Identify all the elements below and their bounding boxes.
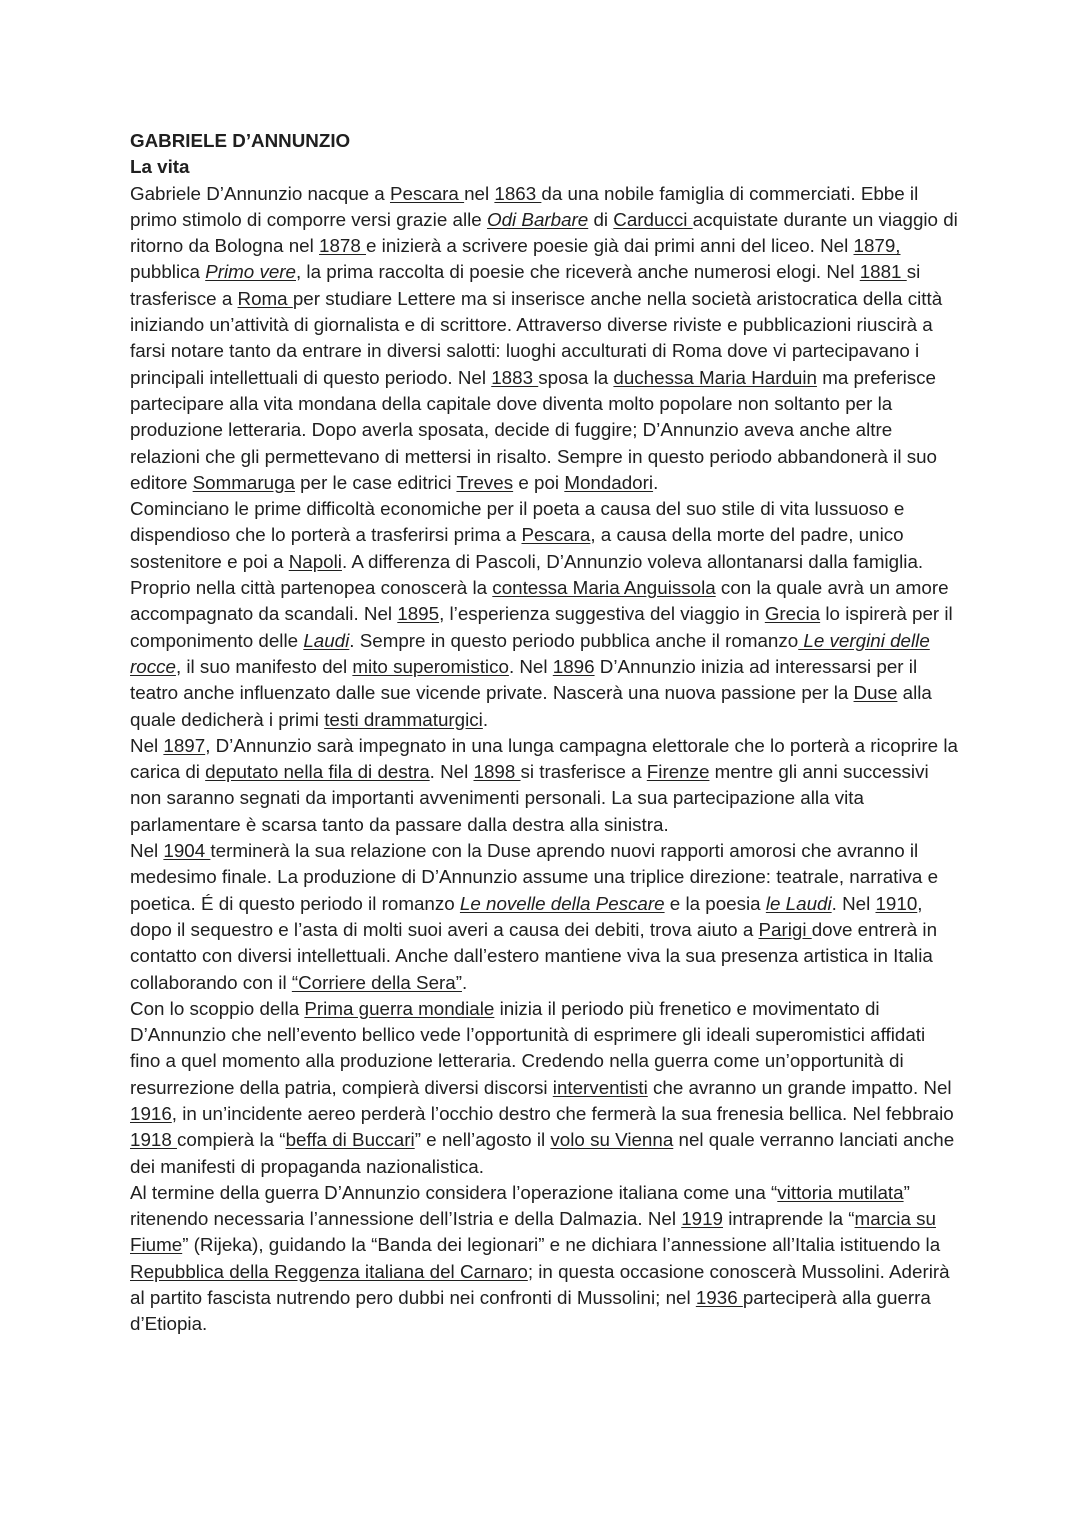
paragraph <box>130 1180 960 1338</box>
underlined-term: beffa di Buccari <box>285 1129 415 1151</box>
text-run: , il suo manifesto del <box>175 655 353 677</box>
underlined-term: Primo vere <box>205 261 296 283</box>
text-run: . <box>482 708 489 730</box>
underlined-term: marcia su Fiume <box>130 1208 936 1256</box>
text-run: . Nel <box>508 655 553 677</box>
document-title: GABRIELE D’ANNUNZIO <box>130 130 351 151</box>
underlined-term: Pescara <box>521 524 591 546</box>
text-run: acquistate durante un viaggio di ritorno da Bologna nel <box>130 208 958 257</box>
document-page <box>130 128 960 1338</box>
underlined-term: Odi Barbare <box>486 208 589 230</box>
text-run: D’Annunzio inizia ad interessarsi per il teatro anche influenzato dalle sue vicende private. Nascerà una nuova passione per la <box>130 655 918 704</box>
text-run: ” e nell’agosto il <box>414 1129 551 1151</box>
underlined-term: Le novelle della Pescare <box>459 892 665 914</box>
text-run: inizia il periodo più frenetico e movimentato di D’Annunzio che nell’evento bellico vede l’opportunità di esprimere gli ideali superomistici affidati fino a quel momento alla produzione letteraria. Credendo nella guerra come un’opportunità di resurrezione della patria, compierà diversi discorsi <box>130 997 926 1098</box>
underlined-term: mito superomistico <box>352 655 509 677</box>
underlined-term: 1916 <box>130 1102 172 1124</box>
underlined-term: 1883 <box>491 366 539 388</box>
text-run: si trasferisce a <box>130 261 921 309</box>
text-run: intraprende la “ <box>723 1208 855 1230</box>
text-run: da una nobile famiglia di commerciati. Ebbe il primo stimolo di comporre versi grazie alle <box>130 182 919 230</box>
text-run: ” ritenendo necessaria l’annessione dell’Istria e della Dalmazia. Nel <box>130 1181 910 1230</box>
document-body <box>130 181 960 1338</box>
underlined-term: volo su Vienna <box>550 1129 674 1151</box>
underlined-term: 1881 <box>859 261 907 283</box>
text-run: si trasferisce a <box>520 761 647 783</box>
text-run: nel quale verranno lanciati anche dei manifesti di propaganda nazionalistica. <box>130 1129 955 1177</box>
text-run: , la prima raccolta di poesie che riceverà anche numerosi elogi. Nel <box>296 261 860 283</box>
text-run: sposa la <box>538 366 614 388</box>
underlined-term: 1879, <box>853 235 901 257</box>
text-run: ; in questa occasione conoscerà Mussolini. Aderirà al partito fascista nutrendo pero dubbi nei confronti di Mussolini; nel <box>130 1260 950 1309</box>
underlined-term: vittoria mutilata <box>777 1181 904 1203</box>
section-title: La vita <box>130 156 190 178</box>
text-run: Al termine della guerra D’Annunzio considera l’operazione italiana come una “ <box>130 1181 778 1203</box>
text-run: e inizierà a scrivere poesie già dai primi anni del liceo. Nel <box>366 235 854 257</box>
paragraph <box>130 496 960 733</box>
paragraph <box>130 996 960 1180</box>
underlined-term: Laudi <box>303 629 350 651</box>
underlined-term: Pescara <box>389 182 465 204</box>
underlined-term: le Laudi <box>765 892 832 914</box>
text-run: . Sempre in questo periodo pubblica anche il romanzo <box>349 629 799 651</box>
underlined-term: Treves <box>456 471 514 493</box>
underlined-term: contessa Maria Anguissola <box>492 577 716 599</box>
text-run: Cominciano le prime difficoltà economiche per il poeta a causa del suo stile di vita lussuoso e dispendioso che lo porterà a trasferirsi prima a <box>130 498 905 546</box>
text-run: che avranno un grande impatto. Nel <box>647 1076 952 1098</box>
text-run: Gabriele D’Annunzio nacque a <box>130 182 390 204</box>
text-run: . <box>461 971 468 993</box>
text-run: , l’esperienza suggestiva del viaggio in <box>439 603 765 625</box>
underlined-term: Prima guerra mondiale <box>304 997 495 1019</box>
underlined-term: Carducci <box>613 208 693 230</box>
text-run: Con lo scoppio della <box>130 997 305 1019</box>
text-run: . Nel <box>831 892 876 914</box>
text-run: , dopo il sequestro e l’asta di molti suoi averi a causa dei debiti, trova aiuto a <box>130 892 923 940</box>
text-run: , in un’incidente aereo perderà l’occhio destro che fermerà la sua frenesia bellica. Nel febbraio <box>171 1102 954 1124</box>
underlined-term: Parigi <box>758 918 812 940</box>
text-run: . <box>653 471 659 493</box>
underlined-term: 1904 <box>163 840 211 862</box>
underlined-term: deputato nella fila di destra <box>205 761 430 783</box>
text-run: di <box>588 208 614 230</box>
paragraph <box>130 733 960 838</box>
text-run: dove entrerà in contatto con diversi intellettuali. Anche dall’estero mantiene viva la sua presenza artistica in Italia collaborando con il <box>130 918 938 993</box>
underlined-term: interventisti <box>552 1076 648 1098</box>
underlined-term: 1919 <box>681 1208 723 1230</box>
text-run: nel <box>464 182 495 204</box>
underlined-term: Sommaruga <box>192 471 295 493</box>
text-run: e poi <box>513 471 565 493</box>
text-run: per studiare Lettere ma si inserisce anche nella società aristocratica della città iniziando un’attività di giornalista e di scrittore. Attraverso diverse riviste e pubblicazioni riuscirà a farsi notare tanto da entrare in diversi salotti: luoghi acculturati di Roma dove vi partecipavano i principali intellettuali di questo periodo. Nel <box>130 287 943 388</box>
underlined-term: Firenze <box>646 761 710 783</box>
paragraph <box>130 181 960 497</box>
underlined-term: 1897 <box>163 734 206 756</box>
underlined-term: 1895 <box>397 603 440 625</box>
text-run: terminerà la sua relazione con la Duse aprendo nuovi rapporti amorosi che avranno il medesimo finale. La produzione di D’Annunzio assume una triplice direzione: teatrale, narrativa e poetica. É di questo periodo il romanzo <box>130 840 939 914</box>
text-run: e la poesia <box>664 892 766 914</box>
underlined-term: 1896 <box>552 655 595 677</box>
underlined-term: 1863 <box>494 182 542 204</box>
text-run: per le case editrici <box>294 471 457 493</box>
underlined-term: Roma <box>237 287 293 309</box>
underlined-term: 1918 <box>130 1129 177 1151</box>
text-run: , a causa della morte del padre, unico sostenitore e poi a <box>130 524 904 572</box>
underlined-term: Le vergini delle rocce <box>130 629 930 677</box>
underlined-term: “Corriere della Sera” <box>291 971 462 993</box>
text-run: . A differenza di Pascoli, D’Annunzio voleva allontanarsi dalla famiglia. Proprio nella città partenopea conoscerà la <box>130 550 924 599</box>
text-run: parteciperà alla guerra d’Etiopia. <box>130 1287 931 1335</box>
underlined-term: Duse <box>853 682 898 704</box>
text-run: compierà la “ <box>177 1129 286 1151</box>
underlined-term: duchessa Maria Harduin <box>613 366 817 388</box>
underlined-term: 1898 <box>473 761 521 783</box>
paragraph <box>130 838 960 996</box>
text-run: . Nel <box>429 761 474 783</box>
underlined-term: Grecia <box>764 603 821 625</box>
underlined-term: 1936 <box>695 1287 743 1309</box>
text-run: alla quale dedicherà i primi <box>130 682 932 730</box>
underlined-term: Mondadori <box>564 471 654 493</box>
text-run: , D’Annunzio sarà impegnato in una lunga campagna elettorale che lo porterà a ricoprire la carica di <box>130 734 958 783</box>
text-run: ma preferisce partecipare alla vita mondana della capitale dove diventa molto popolare non soltanto per la produzione letteraria. Dopo averla sposata, decide di fuggire; D’Annunzio aveva anche altre relazioni che gli permettevano di mettersi in risalto. Sempre in questo periodo abbandonerà il suo editore <box>130 366 938 493</box>
text-run: mentre gli anni successivi non saranno segnati da importanti avvenimenti personali. La sua partecipazione alla vita parlamentare è scarsa tanto da passare dalla destra alla sinistra. <box>130 761 929 835</box>
text-run: lo ispirerà per il componimento delle <box>130 603 953 651</box>
text-run: con la quale avrà un amore accompagnato da scandali. Nel <box>130 577 949 625</box>
text-run: ” (Rijeka), guidando la “Banda dei legionari” e ne dichiara l’annessione all’Italia istituendo la <box>182 1234 941 1256</box>
underlined-term: Napoli <box>288 550 342 572</box>
text-run: Nel <box>130 734 164 756</box>
text-run: Nel <box>130 840 164 862</box>
underlined-term: Repubblica della Reggenza italiana del Carnaro <box>130 1260 528 1282</box>
underlined-term: 1878 <box>319 235 366 257</box>
text-run: pubblica <box>130 261 206 283</box>
underlined-term: 1910 <box>875 892 918 914</box>
underlined-term: testi drammaturgici <box>324 708 483 730</box>
